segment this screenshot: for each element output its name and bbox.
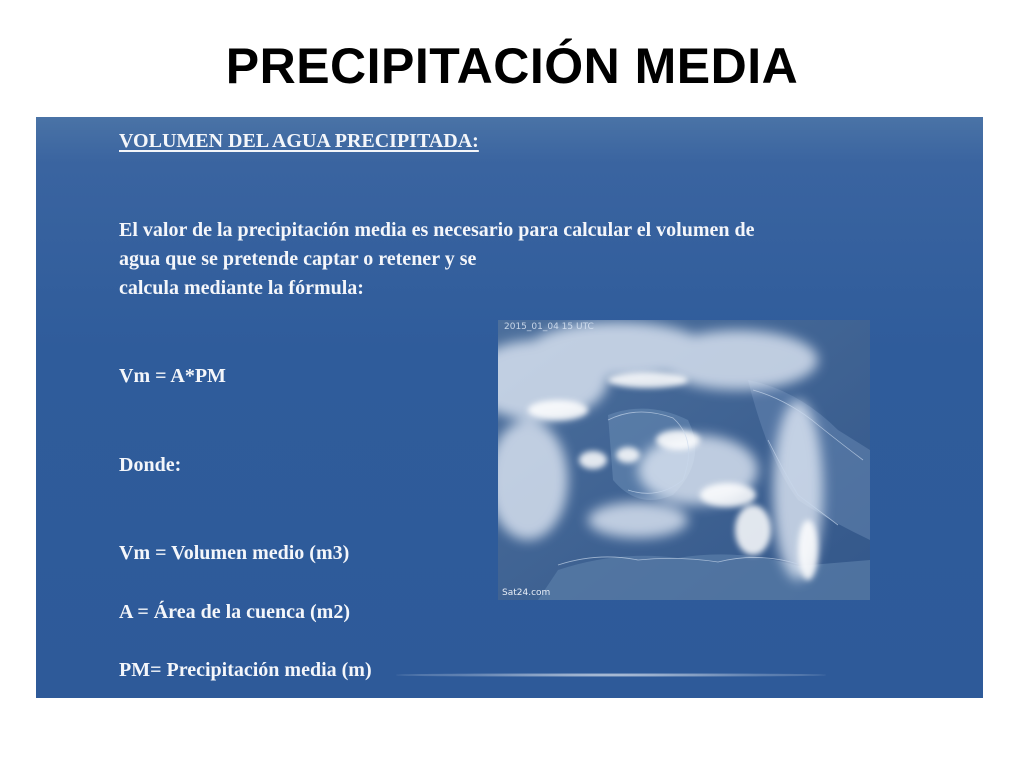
satellite-source-label: Sat24.com: [502, 588, 551, 598]
section-heading: VOLUMEN DEL AGUA PRECIPITADA:: [119, 130, 479, 152]
intro-line: calcula mediante la fórmula:: [119, 277, 364, 299]
intro-paragraph: [119, 216, 919, 303]
where-label: Donde:: [119, 454, 182, 476]
content-panel: [36, 117, 983, 698]
decorative-glow-line: [396, 673, 826, 677]
formula: Vm = A*PM: [119, 365, 226, 387]
definition-precipitation: PM= Precipitación media (m): [119, 659, 372, 681]
intro-line: El valor de la precipitación media es necesario para calcular el volumen de: [119, 219, 755, 241]
definition-volume: Vm = Volumen medio (m3): [119, 542, 350, 564]
slide-title: PRECIPITACIÓN MEDIA: [225, 38, 799, 94]
intro-line: agua que se pretende captar o retener y se: [119, 248, 477, 270]
satellite-cloud-image: [498, 320, 870, 600]
satellite-timestamp: 2015_01_04 15 UTC: [504, 322, 594, 332]
satellite-image-graphic: [498, 320, 870, 600]
definition-area: A = Área de la cuenca (m2): [119, 601, 350, 623]
